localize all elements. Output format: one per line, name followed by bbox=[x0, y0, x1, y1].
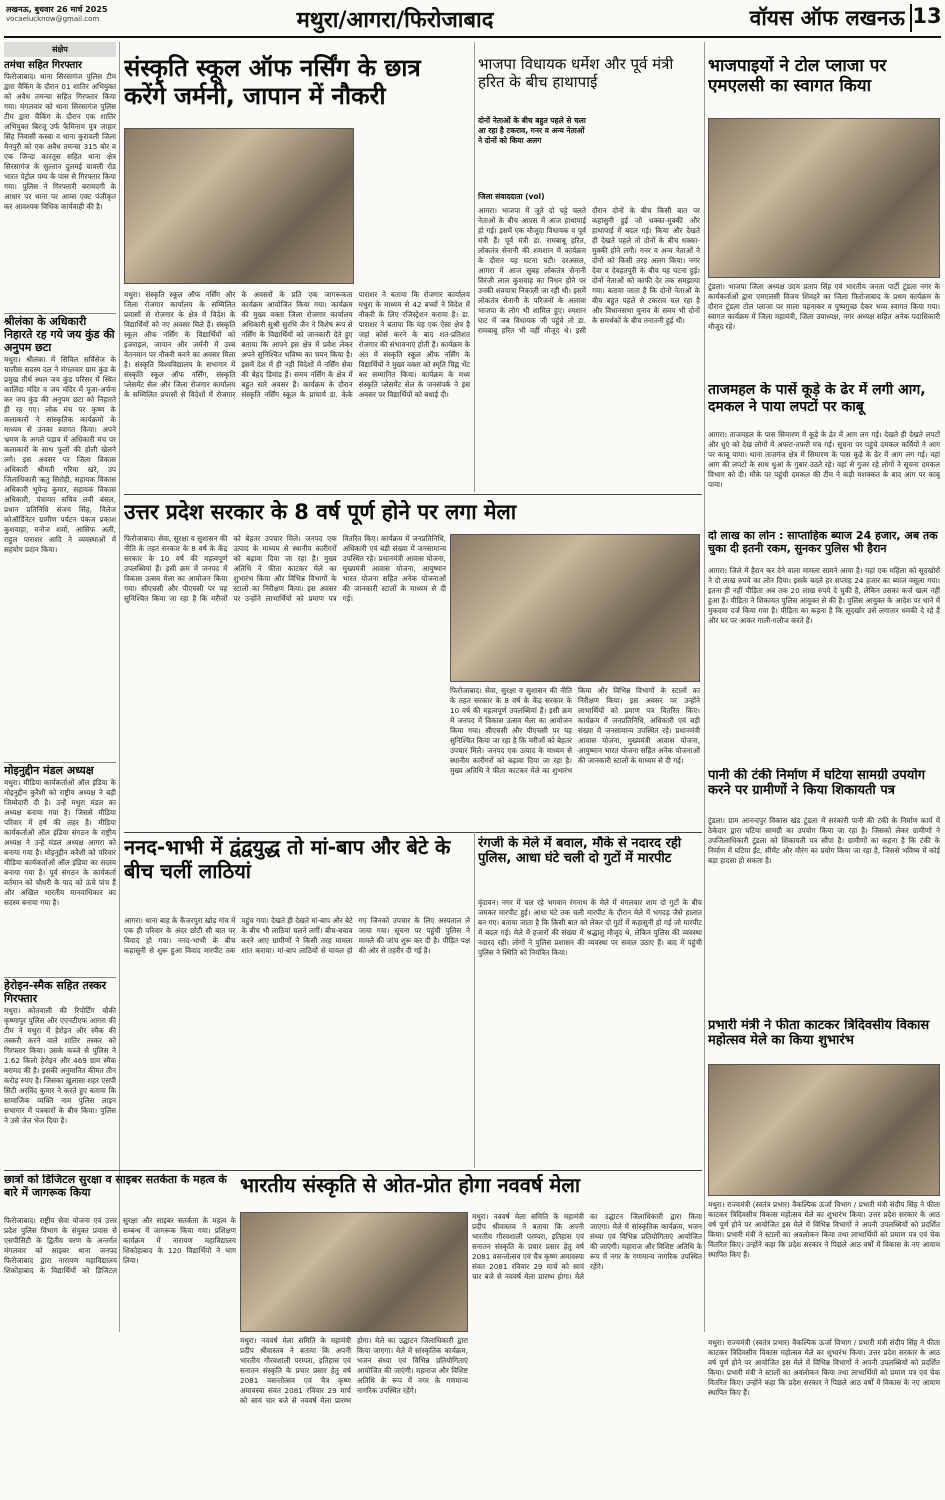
toll-headline: भाजपाइयों ने टोल प्लाजा पर एमएलसी का स्वागत किया bbox=[708, 56, 887, 97]
bjp-bullet: दोनों नेताओं के बीच बहुत पहले से चला आ रहा है टकराव, गनर व अन्य नेताओं ने दोनों को किया अलग bbox=[478, 116, 586, 145]
nursing-headline: संस्कृति स्कूल ऑफ नर्सिंग के छात्र करेंगे जर्मनी, जापान में नौकरी bbox=[124, 54, 421, 111]
tank-body: टूंडला। ग्राम आनन्दपुर विकास खंड टूंडला में सरकारी पानी की टंकी के निर्माण कार्य में ठेकेदार द्वारा घटिया सामग्री का उपयोग किया जा रहा है। जिसको लेकर ग्रामीणों ने उपजिलाधिकारी टूंडला को शिकायती पत्र सौंपा है। ग्रामीणों का कहना है कि टंकी के निर्माण में घटिया ईंट, सीमेंट और मौरंग का प्रयोग किया जा रहा है, जिससे भविष्य में कोई बड़ा हादसा हो सकता है। bbox=[708, 816, 940, 865]
brief-column bbox=[4, 42, 116, 1334]
cyber-body: फिरोजाबाद। राष्ट्रीय सेवा योजना एवं उत्तर प्रदेश पुलिस विभाग के संयुक्त प्रयास से एसपीसिटी के द्वितीय चरण के अन्तर्गत मंगलवार को साइबर थाना जनपद फिरोजाबाद द्वारा नारायण महाविद्यालय शिकोहाबाद के विद्यार्थियों को डिजिटल सुरक्षा और साइबर सतर्कता के महत्व के सम्बन्ध में जागरूक किया गया। प्रशिक्षण कार्यक्रम में नारायण महाविद्यालय शिकोहाबाद के 120 विद्यार्थियों ने भाग लिया। bbox=[4, 1216, 236, 1275]
column-rule bbox=[704, 42, 705, 1332]
page-number: 13 bbox=[910, 4, 942, 32]
brief-body: फिरोजाबाद। थाना सिरसागंज पुलिस टीम द्वारा चैकिंग के दौरान 01 शातिर अभियुक्त को अवैध तमन्चा सहित गिरफ्तार किया गया। मंगलवार को थाना सिरसागंज पुलिस टीम द्वारा चैकिंग के दौरान एक शातिर अभियुक्त बिरजू उर्फ फैमिनाम पुत्र जाहार सिंह निवासी कस्बा व थाना कुरावली जिला मैनपुरी को एक अवैध तमन्चा 315 बोर व एक जिन्दा कारतूस सहित थाना क्षेत्र सिरसागंज के सुल्तान दुलमई चावली रोड भारत पेट्रोल पम्प के पास से गिरफ्तार किया गया। पुलिस ने गिरफ्तारी बरामदगी के आधार पर थाना पर आम्स एक्ट पंजीकृत कर आवश्यक विधिक कार्यवाही की है। bbox=[4, 71, 116, 211]
section-rule bbox=[4, 1170, 702, 1171]
mela-headline: उत्तर प्रदेश सरकार के 8 वर्ष पूर्ण होने पर लगा मेला bbox=[124, 500, 517, 524]
toll-body: टूंडला। भाजपा जिला अध्यक्ष उदय प्रताप सिंह एवं भारतीय जनता पार्टी टूंडला नगर के कार्यकर्ताओं द्वारा एमएलसी विजय शिवहरे का जिला फिरोजाबाद के प्रथम कार्यक्रम के दौरान टूंडला टोल प्लाजा पर माला पहनाकर व पुष्पगुच्छ देकर भव्य स्वागत किया गया। स्वागत कार्यक्रम में जिला महामंत्री, जिला उपाध्यक्ष, नगर अध्यक्ष सहित अनेक पदाधिकारी मौजूद रहे। bbox=[708, 282, 940, 331]
minister-body: मथुरा। राज्यमंत्री (स्वतंत्र प्रभार) वैकल्पिक ऊर्जा विभाग / प्रभारी मंत्री संदीप सिंह ने फीता काटकर त्रिदिवसीय विकास महोत्सव मेले का शुभारंभ किया। उत्तर प्रदेश सरकार के आठ वर्ष पूर्ण होने पर आयोजित इस मेले में विभिन्न विभागों ने अपनी उपलब्धियों को प्रदर्शित किया। प्रभारी मंत्री ने स्टालों का अवलोकन किया तथा लाभार्थियों को प्रमाण पत्र एवं चेक वितरित किए। उन्होंने कहा कि प्रदेश सरकार ने पिछले आठ वर्षों में विकास के नए आयाम स्थापित किए हैं। bbox=[708, 1200, 940, 1259]
email: vocaelucknow@gmail.com bbox=[6, 15, 100, 23]
bjp-dateline: जिला संवाददाता (vol) bbox=[478, 192, 545, 201]
navvarsh-body-2: मथुरा। नववर्ष मेला समिति के महामंत्री प्रदीप श्रीवास्तव ने बताया कि अपनी भारतीय गौरवशाली परम्परा, इतिहास एवं सनातन संस्कृति के प्रचार प्रसार हेतु वर्ष 2081 वसन्तोत्सव एवं चैत्र कृष्ण अमावस्या संवत 2081 रविवार 29 मार्च को सायं चार बजे से नववर्ष मेला प्रारम्भ होगा। मेले का उद्घाटन जिलाधिकारी द्वारा किया जाएगा। मेले में सांस्कृतिक कार्यक्रम, भजन संध्या एवं विभिन्न प्रतियोगिताएं आयोजित की जाएंगी। महाराज और विशिष्ट अतिथि के रूप में नगर के गणमान्य नागरिक उपस्थित रहेंगे। bbox=[472, 1212, 702, 1281]
place-date: लखनऊ, बुधवार 26 मार्च 2025 bbox=[6, 5, 108, 14]
section-title: मथुरा/आगरा/फिरोजाबाद bbox=[296, 7, 494, 33]
loan-headline: दो लाख का लोन : साप्ताहिक ब्याज 24 हजार, अब तक चुका दी इतनी रकम, सुनकर पुलिस भी हैरान bbox=[708, 530, 938, 555]
brief-headline: हेरोइन-स्मैक सहित तस्कर गिरफ्तार bbox=[4, 977, 116, 1006]
minister-body-2: मथुरा। राज्यमंत्री (स्वतंत्र प्रभार) वैकल्पिक ऊर्जा विभाग / प्रभारी मंत्री संदीप सिंह ने फीता काटकर त्रिदिवसीय विकास महोत्सव मेले का शुभारंभ किया। उत्तर प्रदेश सरकार के आठ वर्ष पूर्ण होने पर आयोजित इस मेले में विभिन्न विभागों ने अपनी उपलब्धियों को प्रदर्शित किया। प्रभारी मंत्री ने स्टालों का अवलोकन किया तथा लाभार्थियों को प्रमाण पत्र एवं चेक वितरित किए। उन्होंने कहा कि प्रदेश सरकार ने पिछले आठ वर्षों में विकास के नए आयाम स्थापित किए हैं। bbox=[708, 1338, 940, 1397]
column-rule bbox=[119, 42, 120, 1332]
brief-body: मथुरा। मीडिया कार्यकर्ताओं ऑल इंडिया के मोइनुद्दीन कुरैशी को राष्ट्रीय अध्यक्ष ने बड़ी जिम्मेदारी दी है। उन्हें मथुरा मंडल का अध्यक्ष बनाया गया है। जिससे मीडिया परिवार में हर्ष की लहर है। मीडिया कार्यकर्ताओं ऑल इंडिया संगठन के राष्ट्रीय अध्यक्ष ने उन्हें मंडल अध्यक्ष आगरा को बनाया गया है। मोइनुद्दीन करैशी को परिवार मीडिया कार्यकर्ताओं ऑल इंडिया का सदस्य बनाया गया है। पूर्व संगठन के कार्यकर्ता वर्तमान को चौधरी के पाद को ऊंचे पांच हैं और अखिल भारतीय मानवाधिकार का सदस्य बनाया गया है। bbox=[4, 777, 116, 907]
paper-name: वॉयस ऑफ लखनऊ bbox=[749, 5, 905, 30]
mela-body: फिरोजाबाद। सेवा, सुरक्षा व सुशासन की नीति के तहत सरकार के 8 वर्ष के केंद्र सरकार के 10 वर्ष की महत्वपूर्ण उपलब्धियां हैं। इसी क्रम में जनपद में विकास उत्सव मेला का आयोजन किया गया। सीएचसी और पीएचसी पर यह सुनिश्चित किया जा रहा है कि मरीजों को बेहतर उपचार मिले। जनपद एक उत्पाद के माध्यम से स्थानीय कारीगरों को बढ़ावा दिया जा रहा है। मुख्य अतिथि ने फीता काटकर मेले का शुभारंभ किया और विभिन्न विभागों के स्टालों का निरीक्षण किया। इस अवसर पर उन्होंने लाभार्थियों को प्रमाण पत्र वितरित किए। कार्यक्रम में जनप्रतिनिधि, अधिकारी एवं बड़ी संख्या में जनसामान्य उपस्थित रहे। प्रधानमंत्री आवास योजना, मुख्यमंत्री आवास योजना, आयुष्मान भारत योजना सहित अनेक योजनाओं की जानकारी स्टालों के माध्यम से दी गई। bbox=[124, 534, 446, 603]
family-headline: ननद-भाभी में द्वंद्वयुद्ध तो मां-बाप और बेटे के बीच चलीं लाठियां bbox=[124, 836, 451, 883]
navvarsh-headline: भारतीय संस्कृति से ओत-प्रोत होगा नववर्ष मेला bbox=[240, 1174, 581, 1197]
mela-body-2: फिरोजाबाद। सेवा, सुरक्षा व सुशासन की नीति के तहत सरकार के 8 वर्ष के केंद्र सरकार के 10 वर्ष की महत्वपूर्ण उपलब्धियां हैं। इसी क्रम में जनपद में विकास उत्सव मेला का आयोजन किया गया। सीएचसी और पीएचसी पर यह सुनिश्चित किया जा रहा है कि मरीजों को बेहतर उपचार मिले। जनपद एक उत्पाद के माध्यम से स्थानीय कारीगरों को बढ़ावा दिया जा रहा है। मुख्य अतिथि ने फीता काटकर मेले का शुभारंभ किया और विभिन्न विभागों के स्टालों का निरीक्षण किया। इस अवसर पर उन्होंने लाभार्थियों को प्रमाण पत्र वितरित किए। कार्यक्रम में जनप्रतिनिधि, अधिकारी एवं बड़ी संख्या में जनसामान्य उपस्थित रहे। प्रधानमंत्री आवास योजना, मुख्यमंत्री आवास योजना, आयुष्मान भारत योजना सहित अनेक योजनाओं की जानकारी स्टालों के माध्यम से दी गई। bbox=[450, 686, 700, 775]
section-rule bbox=[124, 832, 702, 833]
mela-photo bbox=[450, 534, 700, 682]
masthead-rule bbox=[4, 36, 941, 38]
tajmahal-body: आगरा। ताजमहल के पास सिमारण में कूड़े के ढेर में आग लग गई। देखते ही देखते लपटों और धुएं को देख लोगों में अफरा-तफरी मच गई। सूचना पर पहुंचे दमकल कर्मियों ने आग पर काबू पाया। थाना ताजगंज क्षेत्र में सिमारण के पास कूड़े के ढेर में आग लग गई। वहां आग की लपटों के साथ धुआं के गुबार उठते रहे। वहां से गुजर रहे लोगों ने सूचना दमकल विभाग को दी। मौके पर पहुंची दमकल की टीम ने कड़ी मशक्कत के बाद आग पर काबू पाया। bbox=[708, 430, 940, 489]
brief-label: संक्षेप bbox=[4, 42, 116, 57]
bjp-body: आगरा। भाजपा में जूते दो चट्टे चलते नेताओं के बीच आपस में आज हाथापाई हो गई। इसमें एक मौजूदा विधायक व पूर्व मंत्री हैं। पूर्व मंत्री डा. रामबाबू हरित, लोकतंत्र सेनानी की शमशान में कार्यक्रम के दौरान यह घटना घटी। दरअसल, आगरा में आज सुबह लोकतंत्र सेनानी विरंजी लाल कुशवाह का निधन होने पर उनकी शवयात्रा निकाली जा रही थी। इसमें लोकतंत्र सेनानी के परिजनों के अलावा भाजपा के लोग भी शामिल हुए। श्मशान घाट में जब विधायक जी पहुंचे तो डा. रामबाबू हरित भी वहीं मौजूद थे। इसी दौरान दोनों के बीच किसी बात पर कहासुनी हुई जो धक्का-मुक्की और हाथापाई में बदल गई। किया और देखते ही देखते पहले तो दोनों के बीच धक्का-मुक्की होने लगी। गनर व अन्य नेताओं ने दोनों को किसी तरह अलग किया। नगर देवा व देवहतपुरी के बीच यह घटना हुई। दोनों नेताओं को काफी देर तक समझाया गया। बताया जाता है कि दोनों नेताओं के बीच बहुत पहले से टकराव चल रहा है और विधानसभा चुनाव के समय भी दोनों के समर्थकों के बीच तनातनी हुई थी। bbox=[478, 206, 700, 335]
cyber-headline: छात्रों को डिजिटल सुरक्षा व साइबर सतर्कता के महत्व के बारे में जागरूक किया bbox=[4, 1174, 227, 1199]
brief-body: मथुरा। श्रीलंका में सिविल सर्विसेज के चालीस सदस्य दल ने मंगलवार ग्राम कुंड के प्रमुख तीर्थ स्थल जय कुंड परिसर में स्थित कालिंदा मंदिर व जय मंदिर में पूजा-अर्चना कर जय कुंड की अनुपम छटा को निहारते ही रह गए। लोक मंच पर कृष्ण के कलाकारों ने सांस्कृतिक कार्यक्रमों के माध्यम से उनका स्वागत किया। अपने भ्रमण के अगले पड़ाव में अधिकारी मंच पर कलाकारों के साथ फूलों की होली खेलने लगे। इस अवसर पर जिला विकास अधिकारी श्रीमती गरिमा खरे, उप जिलाधिकारी ऋतु सिरोही, सहायक विकास अधिकारी भूपेन्द्र कुमार, सहायक विकास अधिकारी, पंचायत सचिव लवी बंसल, प्रधान प्रतिनिधि संजय सिंह, विलेज कोऑर्डिनेटर ग्रामीण पर्यटन पंकज प्रकाश कुशवाहा, मनोज शर्मा, आसिफ अली, राहुल पाराशर आदि ने व्यवस्थाओं में सहयोग प्रदान किया। bbox=[4, 354, 116, 554]
tajmahal-headline: ताजमहल के पासें कूड़े के ढेर में लगी आग, दमकल ने पाया लपटों पर काबू bbox=[708, 382, 926, 415]
brief-headline: तमंचा सहित गिरफ्तार bbox=[4, 60, 83, 71]
rangji-body: वृंदावन। नगर में चल रहे भगवान रंगनाथ के मेले में मंगलवार शाम दो गुटों के बीच जमकर मारपीट हुई। आधा घंटे तक चली मारपीट के दौरान मेले में भगदड़ जैसे हालात बन गए। बताया जाता है कि किसी बात को लेकर दो गुटों में कहासुनी हो गई जो मारपीट में बदल गई। मेले में हजारों की संख्या में श्रद्धालु मौजूद थे, लेकिन पुलिस की व्यवस्था नदारद रही। लोगों ने पुलिस प्रशासन की व्यवस्था पर सवाल उठाए हैं। बाद में पहुंची पुलिस ने स्थिति को नियंत्रित किया। bbox=[478, 898, 702, 957]
navvarsh-photo bbox=[240, 1212, 468, 1332]
loan-body: आगरा। जिले में हैरान कर देने वाला मामला सामने आया है। यहां एक महिला को सूदखोरों ने दो लाख रुपये का लोन दिया। इसके बदले हर सप्ताह 24 हजार का ब्याज वसूला गया। इतना ही नहीं पीड़िता अब तक 20 लाख रुपये दे चुकी है, लेकिन उसका कर्ज खत्म नहीं हुआ है। पीड़िता ने शिकायत पुलिस आयुक्त से की है। पुलिस आयुक्त के आदेश पर थाने में मुकदमा दर्ज किया गया है। पीड़िता का कहना है कि सूदखोर उसे लगातार धमकी दे रहे हैं और घर पर आकर गाली-गलौज करते हैं। bbox=[708, 566, 940, 625]
brief-headline: श्रीलंका के अधिकारी निहारते रह गये जय कुंड की अनुपम छटा bbox=[4, 314, 115, 354]
nursing-body: मथुरा। संस्कृति स्कूल ऑफ नर्सिंग और जिला रोजगार कार्यालय के सम्मिलित प्रयासों से रोजगार के क्षेत्र में विदेश के विद्यार्थियों को नए अवसर मिले हैं। संस्कृति स्कूल ऑफ नर्सिंग के विद्यार्थियों को इजराइल, जापान और जर्मनी में उच्च वेतनमान पर नौकरी करने का अवसर मिला है। संस्कृति विश्वविद्यालय के सभागार में संस्कृति स्कूल ऑफ नर्सिंग, संस्कृति प्लेसमेंट सेल और जिला रोजगार कार्यालय के सम्मिलित प्रयासों से विदेशों में रोजगार के अवसरों के प्रति एक जागरूकता कार्यक्रम आयोजित किया गया। कार्यक्रम की मुख्य वक्ता जिला रोजगार कार्यालय अधिकारी सुश्री सुरभि जैन ने विशेष रूप से नर्सिंग के विद्यार्थियों को जानकारी देते हुए बताया कि आपने इस क्षेत्र में प्रवेश लेकर अपने सुनिश्चित भविष्य का चयन किया है। इसमें देश में ही नहीं विदेशों में नर्सिंग सेवा की बेहद डिमांड है। समय नर्सिंग के क्षेत्र में बहुत सारे अवसर हैं। कार्यक्रम के दौरान संस्कृति नर्सिंग स्कूल के प्राचार्य डा. केके पाराशर ने बताया कि रोजगार कार्यालय मथुरा के माध्यम से 42 बच्चों ने विदेश में नौकरी के लिए रजिस्ट्रेशन कराया है। डा. पाराशर ने बताया कि यह एक ऐसा क्षेत्र है जहां कोर्स करने के बाद शत-प्रतिशत रोजगार की संभावनाएं होती हैं। कार्यक्रम के अंत में संस्कृति स्कूल ऑफ नर्सिंग के विद्यार्थियों ने मुख्य वक्ता को स्मृति चिह्न भेंट कर सम्मानित किया। कार्यक्रम के मध्य संस्कृति प्लेसमेंट सेल के जनसंपर्क ने इस अवसर पर विद्यार्थियों को बधाई दी। bbox=[124, 290, 470, 399]
rangji-headline: रंगजी के मेले में बवाल, मौके से नदारद रही पुलिस, आधा घंटे चली दो गुटों में मारपीट bbox=[478, 836, 682, 867]
toll-photo bbox=[708, 118, 940, 278]
brief-headline: मोइनुद्दीन मंडल अध्यक्ष bbox=[4, 762, 116, 778]
column-rule bbox=[474, 832, 475, 1168]
nursing-photo bbox=[124, 128, 354, 284]
section-rule bbox=[124, 494, 702, 495]
navvarsh-body: मथुरा। नववर्ष मेला समिति के महामंत्री प्रदीप श्रीवास्तव ने बताया कि अपनी भारतीय गौरवशाली परम्परा, इतिहास एवं सनातन संस्कृति के प्रचार प्रसार हेतु वर्ष 2081 वसन्तोत्सव एवं चैत्र कृष्ण अमावस्या संवत 2081 रविवार 29 मार्च को सायं चार बजे से नववर्ष मेला प्रारम्भ होगा। मेले का उद्घाटन जिलाधिकारी द्वारा किया जाएगा। मेले में सांस्कृतिक कार्यक्रम, भजन संध्या एवं विभिन्न प्रतियोगिताएं आयोजित की जाएंगी। महाराज और विशिष्ट अतिथि के रूप में नगर के गणमान्य नागरिक उपस्थित रहेंगे। bbox=[240, 1336, 468, 1405]
masthead-left bbox=[6, 4, 186, 34]
tank-headline: पानी की टंकी निर्माण में घटिया सामग्री उपयोग करने पर ग्रामीणों ने किया शिकायती पत्र bbox=[708, 768, 926, 799]
brief-body: मथुरा। कोतवाली की रिपोर्टिंग चौकी कृष्णापुर पुलिस और एएनटीएफ आगरा की टीम ने मथुरा में हेरोइन और स्मैक की तस्करी करने वाले शातिर तस्कर को गिरफ्तार किया। उसके कब्जे से पुलिस ने 1.62 किलो हेरोइन और 469 ग्राम स्मैक बरामद की है। इसकी अनुमानित कीमत तीन करोड़ रुपए है। जिसका खुलासा शहर एसपी सिटी अरविंद कुमार ने करते हुए बताया कि सामाजिक व्यक्ति नाम पुलिस लाइन सभागार में पत्रकारों के बीच किया। पुलिस ने उसे जेल भेज दिया है। bbox=[4, 1005, 116, 1125]
minister-photo bbox=[708, 1064, 940, 1196]
minister-headline: प्रभारी मंत्री ने फीता काटकर त्रिदिवसीय विकास महोत्सव मेले का किया शुभारंभ bbox=[708, 1018, 930, 1049]
bjp-headline: भाजपा विधायक धर्मेश और पूर्व मंत्री हरित के बीच हाथापाई bbox=[478, 56, 674, 91]
family-body: आगरा। थाना बाह के कैंजरपुरा खोड़ गांव में एक ही परिवार के अंदर छोटी सी बात पर विवाद हो गया। ननद-भाभी के बीच कहासुनी से शुरू हुआ विवाद मारपीट तक पहुंच गया। देखते ही देखते मां-बाप और बेटे के बीच भी लाठियां चलने लगीं। बीच-बचाव करने आए ग्रामीणों ने किसी तरह मामला शांत कराया। मां-बाप लाठियों से घायल हो गए जिनको उपचार के लिए अस्पताल ले जाया गया। सूचना पर पहुंची पुलिस ने मामले की जांच शुरू कर दी है। पीड़ित पक्ष की ओर से तहरीर दी गई है। bbox=[124, 916, 470, 955]
column-rule bbox=[474, 42, 475, 492]
